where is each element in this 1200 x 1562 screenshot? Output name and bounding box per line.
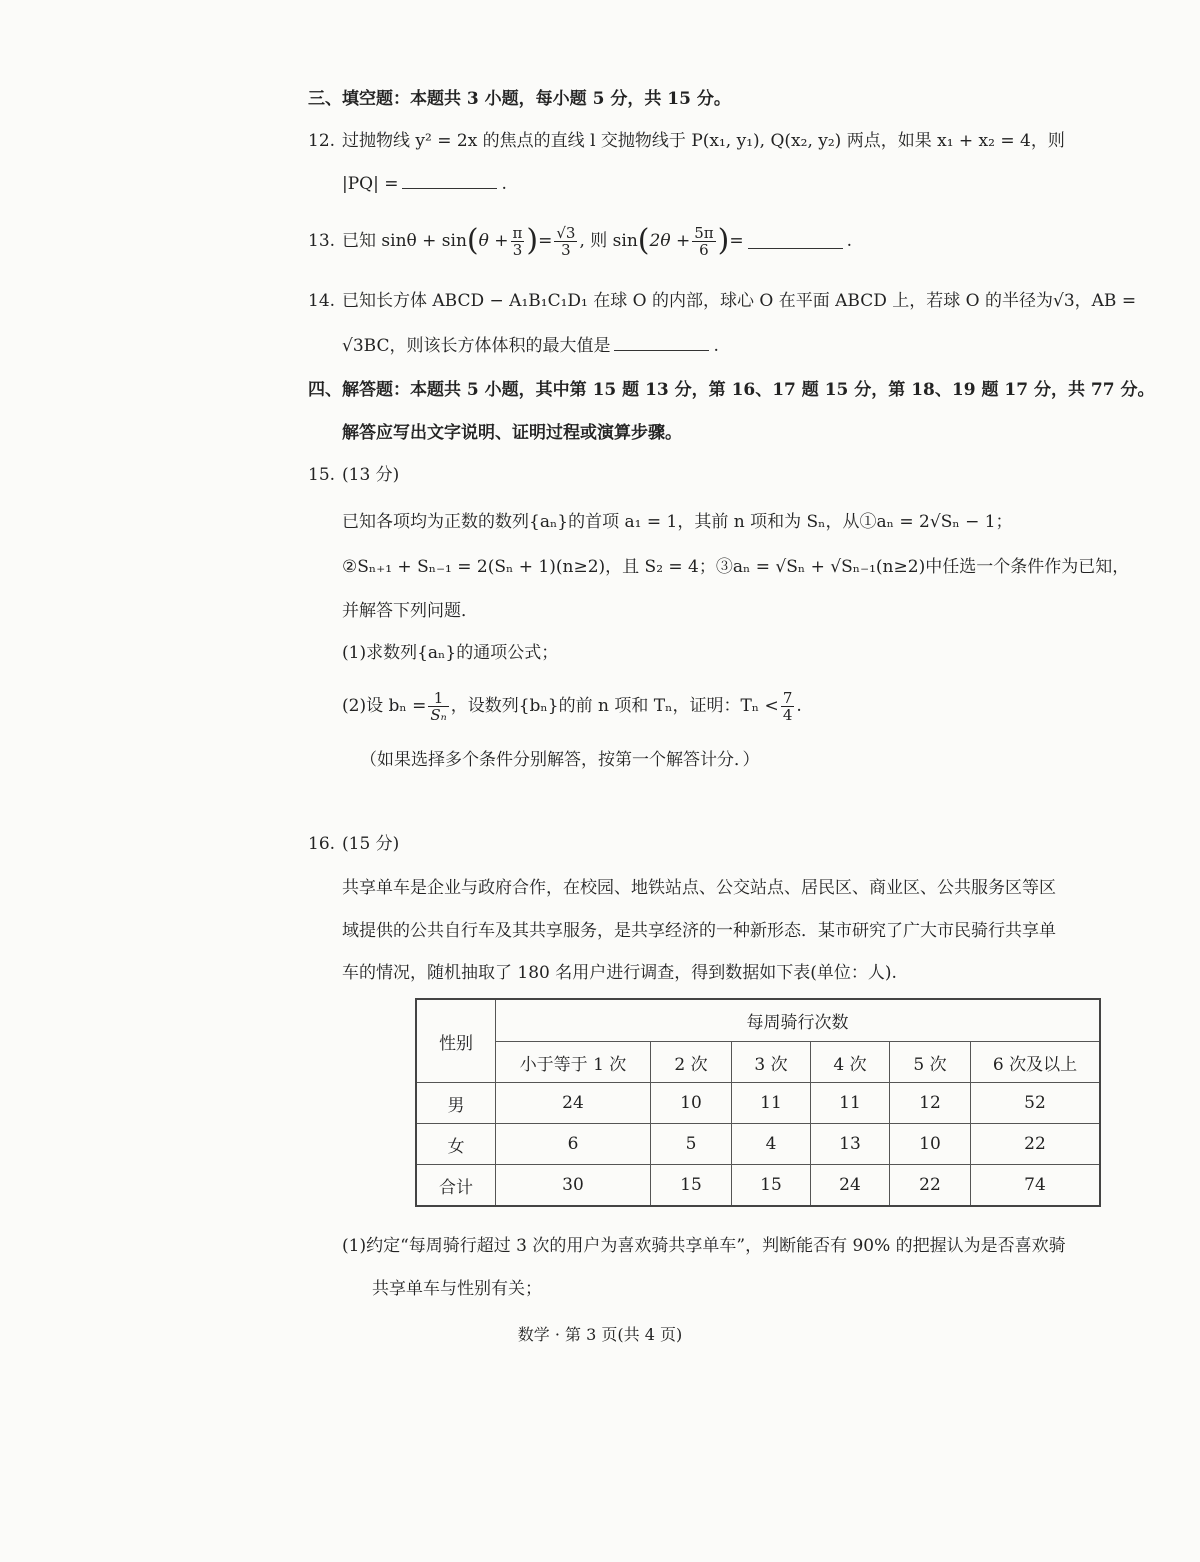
q13-den: 3: [561, 240, 571, 259]
riding-frequency-table: [415, 998, 1101, 1207]
table-row-label: 男: [416, 1083, 496, 1124]
q15-line-3: 并解答下列问题．: [342, 601, 478, 621]
table-cell: 22: [890, 1165, 971, 1207]
table-cell: 5: [651, 1124, 732, 1165]
q13-six: 6: [699, 240, 709, 259]
q15-frac4: 4: [782, 705, 793, 724]
table-cell: 22: [971, 1124, 1101, 1165]
q13-post: =: [729, 231, 744, 251]
q16-part-1-line-2: 共享单车与性别有关；: [372, 1279, 542, 1299]
table-group-header: 每周骑行次数: [496, 999, 1101, 1042]
page-footer: 数学 · 第 3 页(共 4 页): [517, 1325, 683, 1344]
q13-answer-blank: [748, 234, 843, 249]
q12-number: 12.: [308, 131, 336, 151]
q13-two-theta: 2θ +: [649, 231, 691, 251]
q16-line-1: 共享单车是企业与政府合作，在校园、地铁站点、公交站点、居民区、商业区、公共服务区等区: [342, 878, 1056, 898]
q13-end: .: [846, 231, 852, 251]
q16-line-2: 域提供的公共自行车及其共享服务，是共享经济的一种新形态．某市研究了广大市民骑行共享单: [342, 921, 1056, 941]
q12-end: .: [501, 174, 507, 194]
section-3-title: 三、填空题：本题共 3 小题，每小题 5 分，共 15 分。: [308, 89, 731, 109]
table-cell: 11: [811, 1083, 890, 1124]
q13-five-pi: 5π: [694, 223, 714, 242]
q13-frac-sqrt3-3: [554, 225, 577, 258]
q13-frac-5pi-6: [692, 225, 715, 258]
q15-line-1: 已知各项均为正数的数列{aₙ}的首项 a₁ = 1，其前 n 项和为 Sₙ，从①aₙ = 2√Sₙ − 1；: [342, 512, 1013, 532]
table-cell: 24: [496, 1083, 651, 1124]
q12-line-1: 过抛物线 y² = 2x 的焦点的直线 l 交抛物线于 P(x₁, y₁), Q(x₂, y₂) 两点，如果 x₁ + x₂ = 4，则: [342, 131, 1065, 151]
q13-pi: π: [512, 223, 523, 242]
q14-line-1: 已知长方体 ABCD − A₁B₁C₁D₁ 在球 O 的内部，球心 O 在平面 ABCD 上，若球 O 的半径为√3，AB =: [342, 291, 1137, 311]
q13-number: 13.: [308, 231, 336, 251]
table-cell: 12: [890, 1083, 971, 1124]
table-cell: 15: [651, 1165, 732, 1207]
q13-rparen-2: ): [717, 223, 730, 258]
q15-part-2: [342, 684, 802, 728]
q15-line-2: ②Sₙ₊₁ + Sₙ₋₁ = 2(Sₙ + 1)(n≥2)，且 S₂ = 4；③aₙ = √Sₙ + √Sₙ₋₁(n≥2)中任选一个条件作为已知，: [342, 557, 1130, 577]
table-cell: 13: [811, 1124, 890, 1165]
q13-frac-pi-3: [511, 225, 525, 258]
table-cell: 30: [496, 1165, 651, 1207]
q14-text: √3BC，则该长方体体积的最大值是: [342, 336, 611, 356]
table-cell: 10: [890, 1124, 971, 1165]
table-cell: 6: [496, 1124, 651, 1165]
q13-lparen-2: (: [637, 223, 650, 258]
section-4-note: 解答应写出文字说明、证明过程或演算步骤。: [342, 423, 682, 443]
table-cell: 10: [651, 1083, 732, 1124]
q14-answer-blank: [614, 336, 709, 351]
table-col-header: 6 次及以上: [971, 1042, 1101, 1083]
table-col-header: 4 次: [811, 1042, 890, 1083]
q16-line-3: 车的情况，随机抽取了 180 名用户进行调查，得到数据如下表(单位：人).: [342, 963, 897, 983]
table-row: [416, 1165, 1100, 1207]
table-header-row-2: [416, 1042, 1100, 1083]
q16-number: 16.: [308, 834, 336, 854]
q15-number: 15.: [308, 465, 336, 485]
table-cell: 24: [811, 1165, 890, 1207]
table-cell: 52: [971, 1083, 1101, 1124]
table-col-header: 3 次: [732, 1042, 811, 1083]
q13-rparen-1: ): [526, 223, 539, 258]
q13-theta: θ +: [478, 231, 509, 251]
table-header-row-1: [416, 999, 1100, 1042]
q14-line-2: [342, 335, 719, 357]
table-cell: 74: [971, 1165, 1101, 1207]
q15-part2-end: .: [796, 696, 802, 716]
q15-score: (13 分): [342, 465, 400, 485]
q14-number: 14.: [308, 291, 336, 311]
table-cell: 11: [732, 1083, 811, 1124]
table-corner-header: 性别: [416, 999, 496, 1083]
q15-part2-mid: ，设数列{bₙ}的前 n 项和 Tₙ，证明：Tₙ <: [450, 696, 779, 716]
q15-part2-pre: (2)设 bₙ =: [342, 696, 427, 716]
q13-sqrt3: √3: [556, 223, 576, 242]
table-row-label: 女: [416, 1124, 496, 1165]
q12-answer-blank: [402, 174, 497, 189]
q15-frac-num: 1: [428, 690, 448, 707]
q15-frac-7-4: [781, 690, 795, 723]
q15-frac7: 7: [782, 688, 793, 707]
table-row-label: 合计: [416, 1165, 496, 1207]
q12-line-2: [342, 173, 507, 195]
table-cell: 15: [732, 1165, 811, 1207]
q15-part-1: (1)求数列{aₙ}的通项公式；: [342, 643, 559, 663]
q15-frac-den: Sₙ: [430, 705, 447, 724]
q15-note: （如果选择多个条件分别解答，按第一个解答计分．）: [360, 750, 760, 770]
q16-score: (15 分): [342, 834, 400, 854]
q13-lparen-1: (: [466, 223, 479, 258]
table-cell: 4: [732, 1124, 811, 1165]
table-col-header: 5 次: [890, 1042, 971, 1083]
table-col-header: 2 次: [651, 1042, 732, 1083]
table-row: [416, 1124, 1100, 1165]
q16-part-1-line-1: (1)约定“每周骑行超过 3 次的用户为喜欢骑共享单车”，判断能否有 90% 的把握认为是否喜欢骑: [342, 1236, 1066, 1256]
q13-eq: =: [538, 231, 553, 251]
q14-end: .: [713, 336, 719, 356]
q13-formula: [342, 218, 852, 264]
q13-mid: , 则 sin: [579, 231, 638, 251]
q15-frac-1-sn: [428, 690, 448, 723]
q13-three: 3: [512, 240, 523, 259]
table-col-header: 小于等于 1 次: [496, 1042, 651, 1083]
section-4-title: 四、解答题：本题共 5 小题，其中第 15 题 13 分，第 16、17 题 15 分，第 18、19 题 17 分，共 77 分。: [308, 380, 1155, 400]
q12-pq: |PQ| =: [342, 174, 399, 194]
q13-pre: 已知 sinθ + sin: [342, 231, 467, 251]
table-row: [416, 1083, 1100, 1124]
